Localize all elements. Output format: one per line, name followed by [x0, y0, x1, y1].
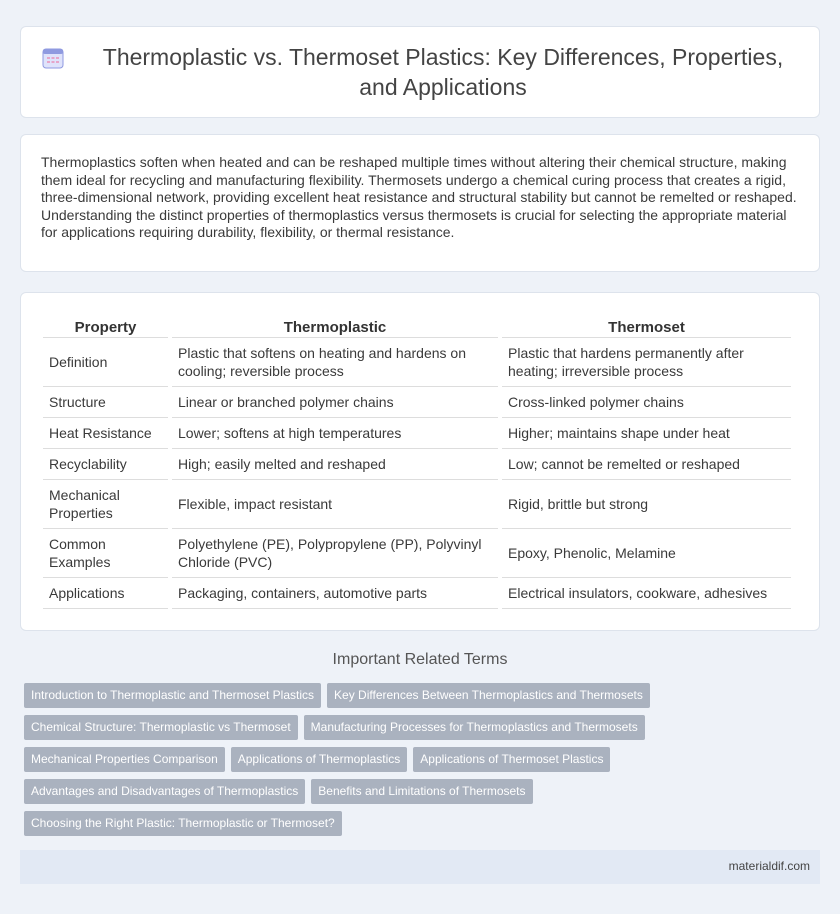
table-cell: Recyclability — [43, 449, 168, 480]
table-cell: Plastic that softens on heating and hardens on cooling; reversible process — [172, 338, 498, 387]
table-cell: Heat Resistance — [43, 418, 168, 449]
table-cell: Linear or branched polymer chains — [172, 387, 498, 418]
table-cell: Lower; softens at high temperatures — [172, 418, 498, 449]
table-row — [43, 387, 791, 418]
related-term-tag[interactable]: Choosing the Right Plastic: Thermoplastic or Thermoset? — [24, 811, 342, 836]
related-term-tag[interactable]: Mechanical Properties Comparison — [24, 747, 225, 772]
related-term-tag[interactable]: Advantages and Disadvantages of Thermoplastics — [24, 779, 305, 804]
header-card — [20, 26, 820, 118]
table-cell: Plastic that hardens permanently after heating; irreversible process — [502, 338, 791, 387]
table-cell: Definition — [43, 338, 168, 387]
header-property: Property — [43, 315, 168, 338]
table-cell: Polyethylene (PE), Polypropylene (PP), Polyvinyl Chloride (PVC) — [172, 529, 498, 578]
related-term-tag[interactable]: Key Differences Between Thermoplastics and Thermosets — [327, 683, 650, 708]
intro-card — [20, 134, 820, 272]
table-cell: Mechanical Properties — [43, 480, 168, 529]
table-row — [43, 529, 791, 578]
footer — [20, 850, 820, 884]
table-row — [43, 578, 791, 609]
related-term-tag[interactable]: Chemical Structure: Thermoplastic vs Thermoset — [24, 715, 298, 740]
related-term-tag[interactable]: Introduction to Thermoplastic and Thermoset Plastics — [24, 683, 321, 708]
related-term-tag[interactable]: Benefits and Limitations of Thermosets — [311, 779, 532, 804]
table-cell: Electrical insulators, cookware, adhesives — [502, 578, 791, 609]
table-cell: Structure — [43, 387, 168, 418]
header-thermoset: Thermoset — [502, 315, 791, 338]
table-cell: Cross-linked polymer chains — [502, 387, 791, 418]
table-cell: Applications — [43, 578, 168, 609]
related-term-tag[interactable]: Applications of Thermoset Plastics — [413, 747, 610, 772]
table-cell: Higher; maintains shape under heat — [502, 418, 791, 449]
intro-paragraph: Thermoplastics soften when heated and can be reshaped multiple times without altering their chemical structure, making them ideal for recycling and manufacturing flexibility. Thermosets undergo a chemical curing process that creates a rigid, three-dimensional network, providing excellent heat resistance and structural stability but cannot be remelted or reshaped. Understanding the distinct properties of thermoplastics versus thermosets is crucial for selecting the appropriate material for applications requiring durability, flexibility, or thermal resistance. — [41, 154, 797, 241]
comparison-table-card — [20, 292, 820, 631]
related-terms-title: Important Related Terms — [332, 651, 508, 668]
related-terms-list — [24, 683, 816, 843]
table-cell: Rigid, brittle but strong — [502, 480, 791, 529]
table-header-row — [43, 315, 791, 338]
calendar-icon — [41, 46, 65, 70]
table-cell: Epoxy, Phenolic, Melamine — [502, 529, 791, 578]
table-cell: Flexible, impact resistant — [172, 480, 498, 529]
table-row — [43, 418, 791, 449]
header-thermoplastic: Thermoplastic — [172, 315, 498, 338]
table-row — [43, 338, 791, 387]
related-term-tag[interactable]: Manufacturing Processes for Thermoplastics and Thermosets — [304, 715, 645, 740]
table-cell: Low; cannot be remelted or reshaped — [502, 449, 791, 480]
table-cell: High; easily melted and reshaped — [172, 449, 498, 480]
page-title: Thermoplastic vs. Thermoset Plastics: Key Differences, Properties, and Applications — [102, 44, 784, 100]
related-term-tag[interactable]: Applications of Thermoplastics — [231, 747, 408, 772]
footer-site-link[interactable]: materialdif.com — [728, 859, 810, 873]
comparison-table — [39, 315, 795, 609]
table-cell: Common Examples — [43, 529, 168, 578]
table-row — [43, 449, 791, 480]
table-cell: Packaging, containers, automotive parts — [172, 578, 498, 609]
table-row — [43, 480, 791, 529]
